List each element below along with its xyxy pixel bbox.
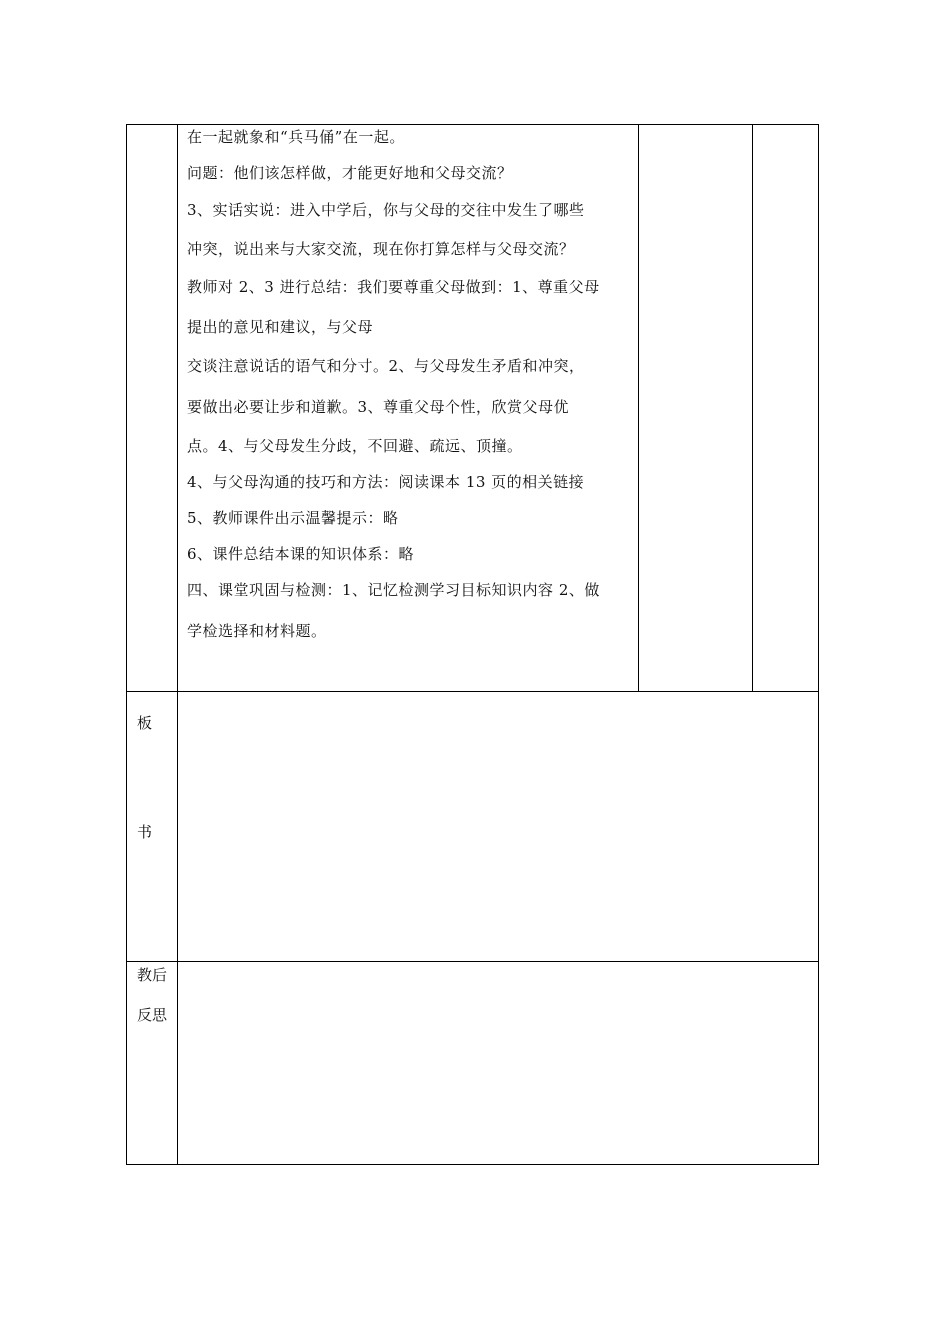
lesson-line: 4、与父母沟通的技巧和方法：阅读课本 13 页的相关链接 — [187, 473, 585, 491]
extra-column-divider — [752, 124, 753, 692]
table-top-border — [126, 124, 819, 125]
lesson-line: 要做出必要让步和道歉。3、尊重父母个性，欣赏父母优 — [187, 398, 570, 416]
blackboard-label-1: 板 — [137, 714, 153, 732]
lesson-line: 6、课件总结本课的知识体系：略 — [187, 545, 415, 563]
lesson-line: 在一起就象和“兵马俑”在一起。 — [187, 128, 405, 146]
row-divider-1 — [126, 691, 819, 692]
blackboard-label-2: 书 — [137, 823, 153, 841]
row-divider-2 — [126, 961, 819, 962]
table-left-border — [126, 124, 127, 1165]
lesson-line: 学检选择和材料题。 — [187, 622, 327, 640]
content-column-divider — [638, 124, 639, 692]
reflection-label-1: 教后 — [137, 966, 168, 984]
lesson-line: 点。4、与父母发生分歧，不回避、疏远、顶撞。 — [187, 437, 523, 455]
table-bottom-border — [126, 1164, 819, 1165]
label-column-divider — [177, 124, 178, 1165]
lesson-line: 问题：他们该怎样做，才能更好地和父母交流？ — [187, 164, 513, 182]
lesson-line: 冲突，说出来与大家交流，现在你打算怎样与父母交流？ — [187, 240, 575, 258]
reflection-label-2: 反思 — [137, 1006, 168, 1024]
lesson-line: 四、课堂巩固与检测：1、记忆检测学习目标知识内容 2、做 — [187, 581, 600, 599]
lesson-line: 提出的意见和建议，与父母 — [187, 318, 374, 336]
lesson-line: 3、实话实说：进入中学后，你与父母的交往中发生了哪些 — [187, 201, 585, 219]
table-right-border — [818, 124, 819, 1165]
lesson-line: 交谈注意说话的语气和分寸。2、与父母发生矛盾和冲突， — [187, 357, 585, 375]
lesson-line: 教师对 2、3 进行总结：我们要尊重父母做到：1、尊重父母 — [187, 278, 600, 296]
lesson-line: 5、教师课件出示温馨提示：略 — [187, 509, 399, 527]
